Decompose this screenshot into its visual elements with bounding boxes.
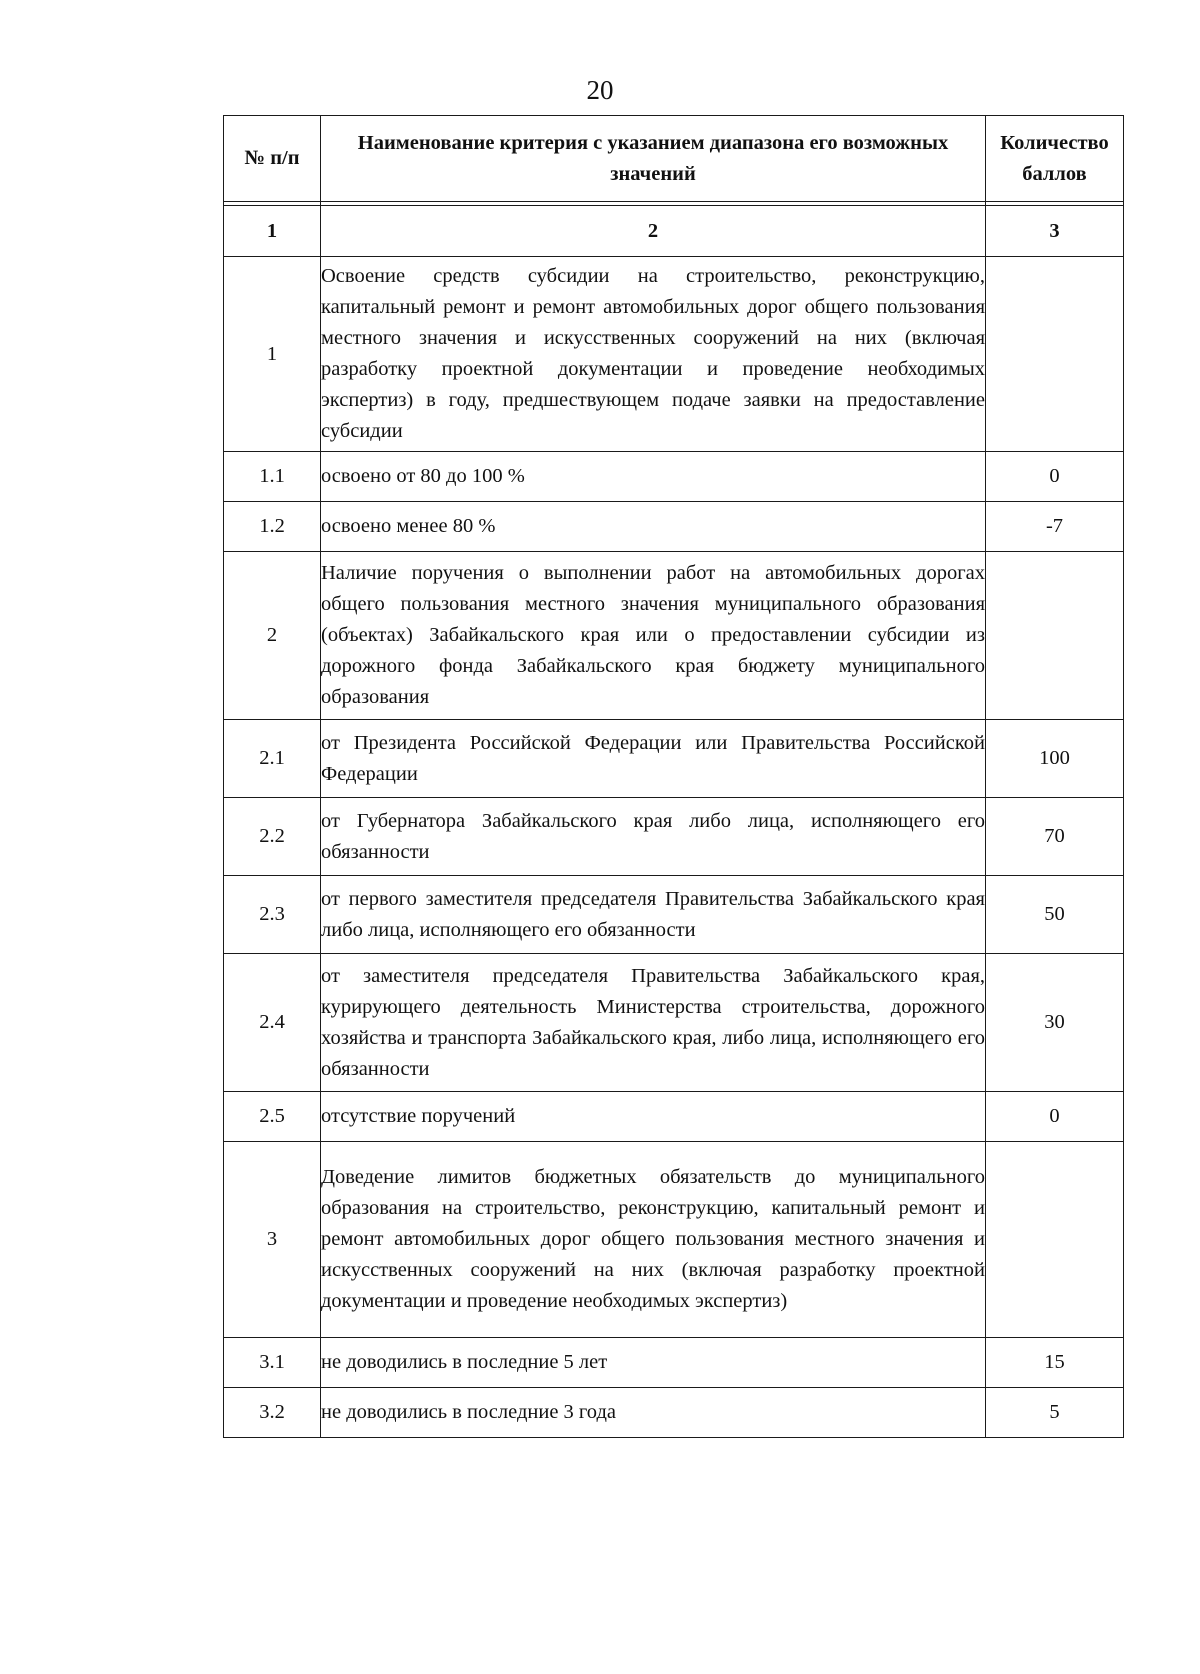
criterion-text: от Губернатора Забайкальского края либо лица, исполняющего его обязанности — [321, 798, 986, 876]
row-number: 1 — [224, 257, 321, 452]
table-header-row — [224, 116, 1124, 202]
score-value — [986, 257, 1124, 452]
score-value: 70 — [986, 798, 1124, 876]
header-criterion-name: Наименование критерия с указанием диапазона его возможных значений — [321, 116, 986, 202]
criterion-text: от первого заместителя председателя Правительства Забайкальского края либо лица, исполняющего его обязанности — [321, 876, 986, 954]
table-row — [224, 1092, 1124, 1142]
table-row — [224, 1338, 1124, 1388]
criterion-text: Наличие поручения о выполнении работ на автомобильных дорогах общего пользования местного значения муниципального образования (объектах) Забайкальского края или о предоставлении субсидии из дорожного фонда Забайкальского края бюджету муниципального образования — [321, 552, 986, 720]
row-number: 2 — [224, 552, 321, 720]
criterion-text: не доводились в последние 3 года — [321, 1388, 986, 1438]
criterion-text: не доводились в последние 5 лет — [321, 1338, 986, 1388]
score-value: 0 — [986, 1092, 1124, 1142]
row-number: 2.5 — [224, 1092, 321, 1142]
row-number: 2.2 — [224, 798, 321, 876]
score-value: 30 — [986, 954, 1124, 1092]
score-value: 100 — [986, 720, 1124, 798]
table-row — [224, 502, 1124, 552]
column-number: 2 — [321, 206, 986, 257]
table-row — [224, 552, 1124, 720]
score-value — [986, 552, 1124, 720]
score-value: -7 — [986, 502, 1124, 552]
criterion-text: от заместителя председателя Правительства Забайкальского края, курирующего деятельность Министерства строительства, дорожного хозяйства и транспорта Забайкальского края, либо лица, исполняющего его обязанности — [321, 954, 986, 1092]
criteria-table — [223, 115, 1124, 1438]
criterion-text: Доведение лимитов бюджетных обязательств до муниципального образования на строительство, реконструкцию, капитальный ремонт и ремонт автомобильных дорог общего пользования местного значения и искусственных сооружений на них (включая разработку проектной документации и проведение необходимых экспертиз) — [321, 1142, 986, 1338]
criterion-text: от Президента Российской Федерации или Правительства Российской Федерации — [321, 720, 986, 798]
row-number: 3.1 — [224, 1338, 321, 1388]
table-row — [224, 876, 1124, 954]
table-row — [224, 257, 1124, 452]
column-number: 3 — [986, 206, 1124, 257]
table-row — [224, 452, 1124, 502]
row-number: 2.3 — [224, 876, 321, 954]
score-value: 15 — [986, 1338, 1124, 1388]
score-value: 50 — [986, 876, 1124, 954]
score-value — [986, 1142, 1124, 1338]
row-number: 1.1 — [224, 452, 321, 502]
row-number: 2.4 — [224, 954, 321, 1092]
criterion-text: освоено от 80 до 100 % — [321, 452, 986, 502]
score-value: 5 — [986, 1388, 1124, 1438]
table-row — [224, 1142, 1124, 1338]
row-number: 3.2 — [224, 1388, 321, 1438]
column-number: 1 — [224, 206, 321, 257]
table-row — [224, 954, 1124, 1092]
page-number: 20 — [586, 75, 614, 105]
criterion-text: Освоение средств субсидии на строительство, реконструкцию, капитальный ремонт и ремонт автомобильных дорог общего пользования местного значения и искусственных сооружений на них (включая разработку проектной документации и проведение необходимых экспертиз) в году, предшествующем подаче заявки на предоставление субсидии — [321, 257, 986, 452]
header-num: № п/п — [224, 116, 321, 202]
table-row — [224, 798, 1124, 876]
column-number-row — [224, 206, 1124, 257]
criterion-text: отсутствие поручений — [321, 1092, 986, 1142]
criterion-text: освоено менее 80 % — [321, 502, 986, 552]
table-row — [224, 1388, 1124, 1438]
score-value: 0 — [986, 452, 1124, 502]
row-number: 3 — [224, 1142, 321, 1338]
row-number: 2.1 — [224, 720, 321, 798]
row-number: 1.2 — [224, 502, 321, 552]
table-row — [224, 720, 1124, 798]
header-score: Количество баллов — [986, 116, 1124, 202]
